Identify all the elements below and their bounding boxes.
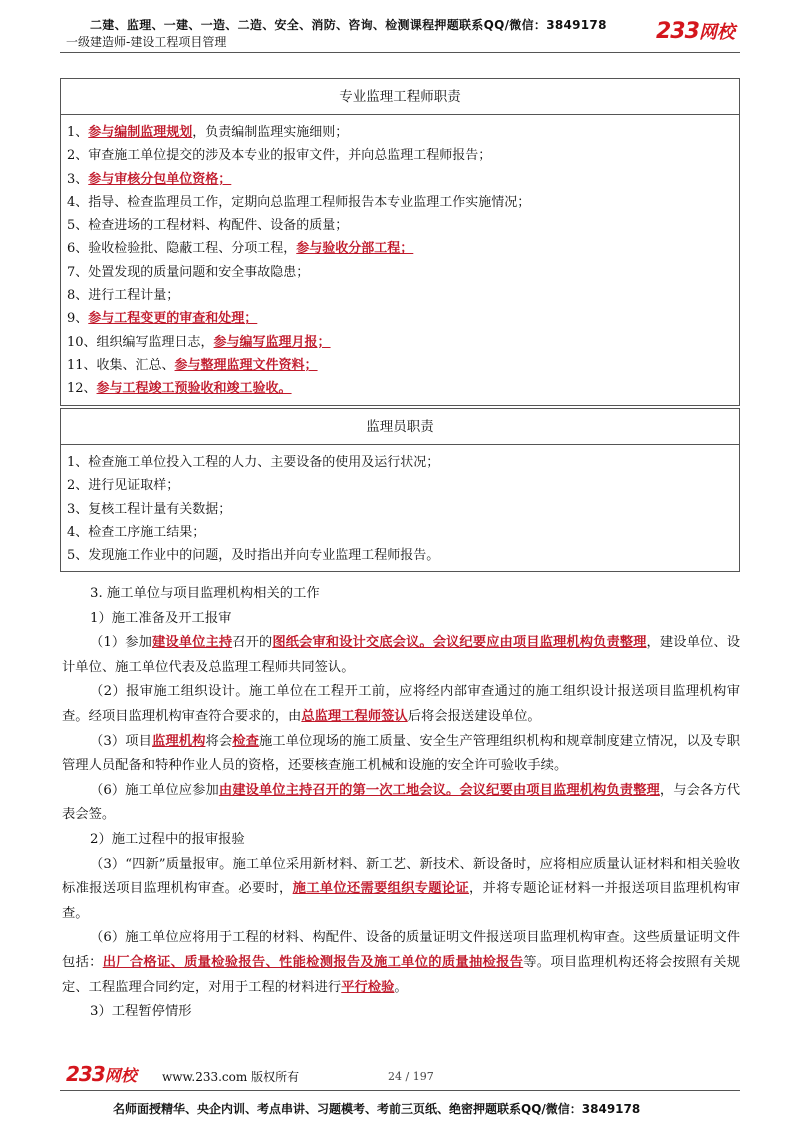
list-item: 7、处置发现的质量问题和安全事故隐患；: [67, 264, 310, 280]
list-item: 4、检查工序施工结果；: [67, 524, 206, 540]
footer-logo-number: 233: [66, 1062, 105, 1086]
paragraph: （6）施工单位应将用于工程的材料、构配件、设备的质量证明文件报送项目监理机构审查。这些质量证明文件包括：出厂合格证、质量检验报告、性能检测报告及施工单位的质量抽检报告等。项目监理机构还将会按照有关规定、工程监理合同约定，对用于工程的材料进行平行检验。: [62, 930, 741, 995]
subsection-heading: 3）工程暂停情形: [90, 1004, 192, 1020]
footer-logo-text: 网校: [104, 1066, 137, 1085]
footer-site: www.233.com 版权所有: [162, 1070, 300, 1084]
inspector-duties-box: [60, 408, 740, 572]
list-item: 3、复核工程计量有关数据；: [67, 501, 232, 517]
list-item: 12、参与工程竣工预验收和竣工验收。: [67, 381, 292, 397]
list-item: 11、收集、汇总、参与整理监理文件资料；: [67, 357, 318, 373]
list-item: 4、指导、检查监理员工作，定期向总监理工程师报告本专业监理工作实施情况；: [67, 194, 531, 210]
list-item: 1、参与编制监理规划，负责编制监理实施细则；: [67, 125, 349, 140]
paragraph: （1）参加建设单位主持召开的图纸会审和设计交底会议。会议纪要应由项目监理机构负责整理，建设单位、设计单位、施工单位代表及总监理工程师共同签认。: [62, 635, 741, 675]
page-number: 24 / 197: [388, 1070, 434, 1083]
subsection-heading: 1）施工准备及开工报审: [90, 610, 232, 626]
list-item: 2、审查施工单位提交的涉及本专业的报审文件，并向总监理工程师报告；: [67, 148, 492, 164]
list-item: 3、参与审核分包单位资格；: [67, 171, 232, 187]
list-item: 2、进行见证取样；: [67, 478, 180, 494]
section-heading: 3. 施工单位与项目监理机构相关的工作: [90, 586, 320, 601]
paragraph: （2）报审施工组织设计。施工单位在工程开工前，应将经内部审查通过的施工组织设计报送项目监理机构审查。经项目监理机构审查符合要求的，由总监理工程师签认后将会报送建设单位。: [62, 684, 740, 724]
footer-logo: [66, 1062, 137, 1086]
footer-banner: 名师面授精华、央企内训、考点串讲、习题模考、考前三页纸、绝密押题联系QQ/微信：3849178: [113, 1102, 641, 1116]
paragraph: （6）施工单位应参加由建设单位主持召开的第一次工地会议。会议纪要由项目监理机构负责整理，与会各方代表会签。: [62, 782, 741, 823]
paragraph: （3）“四新”质量报审。施工单位采用新材料、新工艺、新技术、新设备时，应将相应质量认证材料和相关验收标准报送项目监理机构审查。必要时，施工单位还需要组织专题论证，并将专题论证材料一并报送项目监理机构审查。: [62, 856, 741, 921]
list-item: 6、验收检验批、隐蔽工程、分项工程，参与验收分部工程；: [67, 241, 414, 257]
footer-divider: [60, 1090, 740, 1091]
header-divider: [60, 52, 740, 53]
inspector-duties-list: [61, 445, 739, 571]
main-body: [62, 582, 740, 1025]
list-item: 8、进行工程计量；: [67, 288, 180, 304]
logo-number: 233: [656, 19, 699, 44]
list-item: 9、参与工程变更的审查和处理；: [67, 311, 258, 327]
specialist-duties-list: [61, 115, 739, 405]
list-item: 10、组织编写监理日志，参与编写监理月报；: [67, 334, 331, 350]
specialist-duties-box: [60, 78, 740, 406]
brand-logo: [656, 18, 735, 44]
list-item: 5、发现施工作业中的问题，及时指出并向专业监理工程师报告。: [67, 548, 440, 564]
specialist-duties-title: 专业监理工程师职责: [61, 79, 739, 115]
list-item: 1、检查施工单位投入工程的人力、主要设备的使用及运行状况；: [67, 455, 440, 470]
logo-text: 网校: [698, 22, 735, 43]
document-subtitle: 一级建造师-建设工程项目管理: [66, 35, 227, 49]
list-item: 5、检查进场的工程材料、构配件、设备的质量；: [67, 218, 349, 234]
header-banner: 二建、监理、一建、一造、二造、安全、消防、咨询、检测课程押题联系QQ/微信：3849178: [90, 18, 607, 32]
paragraph: （3）项目监理机构将会检查施工单位现场的施工质量、安全生产管理组织机构和规章制度建立情况，以及专职管理人员配备和特种作业人员的资格，还要核查施工机械和设施的安全许可验收手续。: [62, 733, 741, 774]
subsection-heading: 2）施工过程中的报审报验: [90, 831, 245, 847]
inspector-duties-title: 监理员职责: [61, 409, 739, 445]
